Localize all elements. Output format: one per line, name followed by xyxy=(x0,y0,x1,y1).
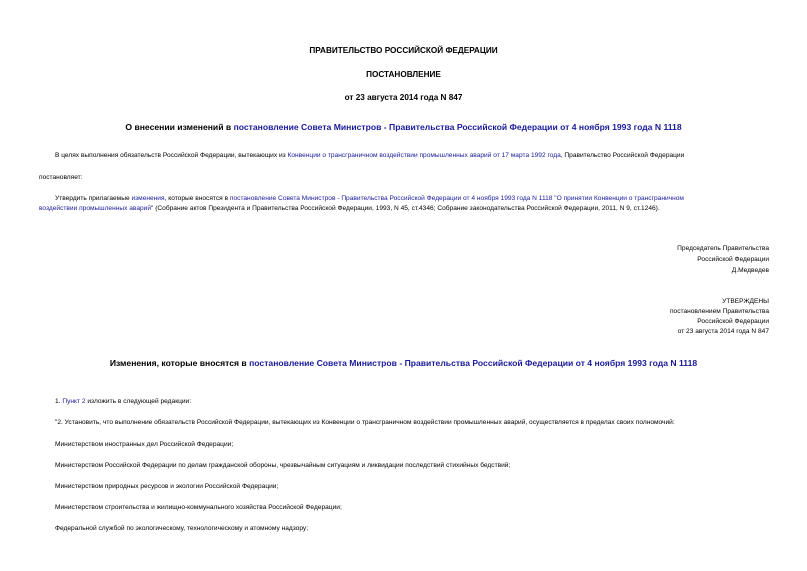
change-quote: "2. Установить, что выполнение обязательств Российской Федерации, вытекающих из Конвенции о трансграничном воздействии промышленных аварий, осуществляется в пределах своих полномочий: xyxy=(55,419,675,426)
p1-text-a: В целях выполнения обязательств Российской Федерации, вытекающих из xyxy=(55,152,288,159)
signature-name: Д.Медведев xyxy=(731,267,769,274)
approved-by: постановлением Правительства xyxy=(669,308,769,315)
changes-title xyxy=(0,358,807,368)
approved-country: Российской Федерации xyxy=(697,318,769,325)
paragraph-approve-line1 xyxy=(55,195,684,202)
paragraph-purpose xyxy=(55,152,684,159)
title-prefix: О внесении изменений в xyxy=(125,122,234,132)
resolution-1118-link-cont[interactable]: воздействии промышленных аварий xyxy=(39,205,152,212)
convention-link[interactable]: Конвенции о трансграничном воздействии промышленных аварий от 17 марта 1992 года xyxy=(287,152,561,159)
list-item: Федеральной службой по экологическому, технологическому и атомному надзору; xyxy=(55,525,309,532)
list-item: Министерством строительства и жилищно-коммунального хозяйства Российской Федерации; xyxy=(55,504,342,511)
approved-heading: УТВЕРЖДЕНЫ xyxy=(722,298,769,305)
changes-title-link[interactable]: постановление Совета Министров - Правительства Российской Федерации от 4 ноября 1993 года N 1118 xyxy=(249,358,698,368)
government-heading: ПРАВИТЕЛЬСТВО РОССИЙСКОЙ ФЕДЕРАЦИИ xyxy=(309,46,498,55)
item1-number: 1. xyxy=(55,398,63,405)
document-type: ПОСТАНОВЛЕНИЕ xyxy=(366,70,441,79)
resolution-1118-link[interactable]: постановление Совета Министров - Правительства Российской Федерации от 4 ноября 1993 года N 1118 "О принятии Конвенции о трансграничном xyxy=(229,195,684,202)
paragraph-approve-line2 xyxy=(39,205,660,212)
changes-title-prefix: Изменения, которые вносятся в xyxy=(109,358,250,368)
paragraph-resolves: постановляет: xyxy=(39,174,83,181)
item1-text: изложить в следующей редакции: xyxy=(85,398,192,405)
list-item: Министерством иностранных дел Российской Федерации; xyxy=(55,441,234,448)
signature-position: Председатель Правительства xyxy=(677,245,769,252)
list-item: Министерством природных ресурсов и экологии Российской Федерации; xyxy=(55,483,279,490)
p1-text-b: , Правительство Российской Федерации xyxy=(560,152,685,159)
p3-text-b: , которые вносятся в xyxy=(164,195,230,202)
changes-link[interactable]: изменения xyxy=(131,195,165,202)
list-item: Министерством Российской Федерации по делам гражданской обороны, чрезвычайным ситуациям и ликвидации последствий стихийных бедствий; xyxy=(55,462,511,469)
point-2-link[interactable]: Пункт 2 xyxy=(62,398,86,405)
document-date-number: от 23 августа 2014 года N 847 xyxy=(344,93,463,102)
p3-text-c: " (Собрание актов Президента и Правительства Российской Федерации, 1993, N 45, ст.4346; Собрание законодательства Российской Федерации, 2011, N 9, ст.1246). xyxy=(151,205,660,212)
p3-text-a: Утвердить прилагаемые xyxy=(55,195,132,202)
document-title xyxy=(0,122,807,132)
signature-country: Российской Федерации xyxy=(697,256,769,263)
approved-date: от 23 августа 2014 года N 847 xyxy=(677,328,769,335)
title-link[interactable]: постановление Совета Министров - Правительства Российской Федерации от 4 ноября 1993 года N 1118 xyxy=(233,122,682,132)
change-item-1 xyxy=(55,398,191,405)
